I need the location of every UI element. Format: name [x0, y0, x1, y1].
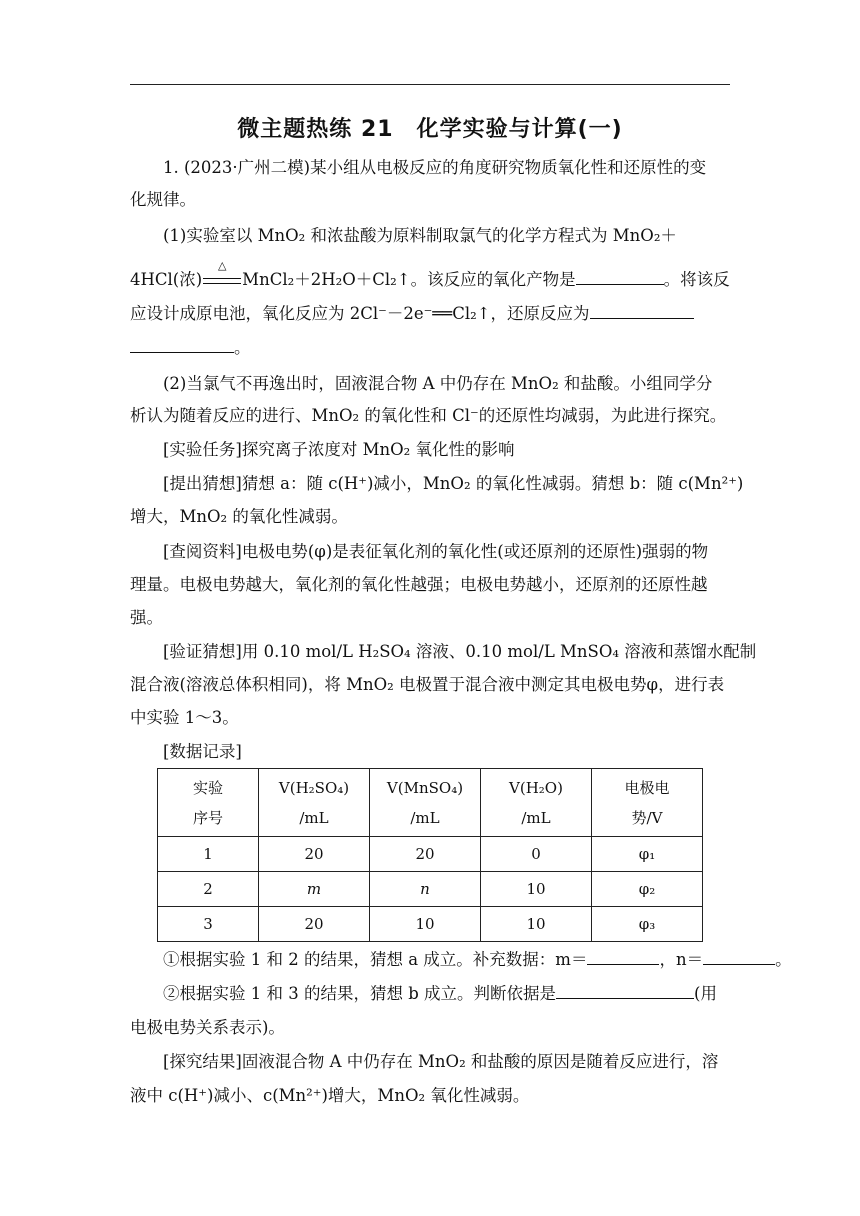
verify-line1: [验证猜想]用 0.10 mol/L H₂SO₄ 溶液、0.10 mol/L MnSO₄ 溶液和蒸馏水配制: [163, 642, 757, 661]
header-cell: V(H₂O) /mL: [481, 769, 592, 837]
table-header-row: [158, 769, 703, 837]
heating-equals-sign: [202, 259, 242, 292]
question-a-text: ①根据实验 1 和 2 的结果，猜想 a 成立。补充数据：m＝: [163, 950, 588, 969]
page-title: 微主题热练 21 化学实验与计算(一): [237, 117, 623, 142]
table-row: [158, 837, 703, 872]
question-b-text: ②根据实验 1 和 3 的结果，猜想 b 成立。判断依据是: [163, 984, 557, 1003]
question-b-line1: [163, 982, 730, 1006]
table-cell: n: [370, 872, 481, 907]
m-value-blank[interactable]: [587, 948, 659, 965]
p2-line1: (2)当氯气不再逸出时，固液混合物 A 中仍存在 MnO₂ 和盐酸。小组同学分: [163, 374, 713, 393]
table-cell: m: [259, 872, 370, 907]
p1-line2-end: 。将该反: [663, 270, 730, 289]
header-cell: V(MnSO₄) /mL: [370, 769, 481, 837]
question-a-mid: ，n＝: [659, 950, 704, 969]
reference-line1: [查阅资料]电极电势(φ)是表征氧化剂的氧化性(或还原剂的还原性)强弱的物: [163, 542, 709, 561]
reduction-reaction-blank-1[interactable]: [590, 302, 694, 319]
question-a: [163, 948, 792, 972]
question-b-end: (用: [694, 984, 717, 1003]
table-cell: φ₁: [592, 837, 703, 872]
p1-line3-text: 应设计成原电池，氧化反应为 2Cl⁻－2e⁻══Cl₂↑，还原反应为: [130, 304, 590, 323]
table-cell: 1: [158, 837, 259, 872]
p1-line4: [130, 336, 730, 360]
data-record-label: [数据记录]: [163, 742, 242, 761]
result-line1: [探究结果]固液混合物 A 中仍存在 MnO₂ 和盐酸的原因是随着反应进行，溶: [163, 1052, 719, 1071]
table-cell: 20: [370, 837, 481, 872]
reduction-reaction-blank-2[interactable]: [130, 336, 234, 353]
table-cell: φ₃: [592, 907, 703, 942]
table-cell: 20: [259, 837, 370, 872]
header-cell: 电极电 势/V: [592, 769, 703, 837]
q1-intro-line2: 化规律。: [130, 190, 196, 209]
top-rule: [130, 84, 730, 85]
table-cell: 2: [158, 872, 259, 907]
result-line2: 液中 c(H⁺)减小、c(Mn²⁺)增大，MnO₂ 氧化性减弱。: [130, 1086, 530, 1105]
q1-intro-line1: 1. (2023·广州二模)某小组从电极反应的角度研究物质氧化性和还原性的变: [163, 158, 707, 177]
table-cell: 10: [481, 907, 592, 942]
hypothesis-line2: 增大，MnO₂ 的氧化性减弱。: [130, 507, 348, 526]
table-cell: 3: [158, 907, 259, 942]
p1-line2: [130, 259, 730, 292]
data-table: [157, 768, 703, 942]
heat-condition-icon: △: [217, 259, 227, 272]
table-row: [158, 872, 703, 907]
criterion-blank[interactable]: [556, 982, 694, 999]
reference-line3: 强。: [130, 608, 163, 627]
table-cell: φ₂: [592, 872, 703, 907]
p1-line3: [130, 302, 730, 326]
verify-line2: 混合液(溶液总体积相同)，将 MnO₂ 电极置于混合液中测定其电极电势φ，进行表: [130, 675, 725, 694]
verify-line3: 中实验 1～3。: [130, 708, 239, 727]
table-cell: 20: [259, 907, 370, 942]
oxidation-product-blank[interactable]: [576, 268, 664, 285]
p1-line1: (1)实验室以 MnO₂ 和浓盐酸为原料制取氯气的化学方程式为 MnO₂＋: [163, 226, 677, 245]
n-value-blank[interactable]: [703, 948, 775, 965]
table-row: [158, 907, 703, 942]
p2-line2: 析认为随着反应的进行、MnO₂ 的氧化性和 Cl⁻的还原性均减弱，为此进行探究。: [130, 406, 727, 425]
p1-line2-right: MnCl₂＋2H₂O＋Cl₂↑。该反应的氧化产物是: [242, 270, 576, 289]
question-a-end: 。: [775, 950, 792, 969]
hypothesis-line1: [提出猜想]猜想 a：随 c(H⁺)减小，MnO₂ 的氧化性减弱。猜想 b：随 c(Mn²⁺): [163, 474, 744, 493]
table-cell: 10: [370, 907, 481, 942]
reference-line2: 理量。电极电势越大，氧化剂的氧化性越强；电极电势越小，还原剂的还原性越: [130, 575, 708, 594]
header-cell: V(H₂SO₄) /mL: [259, 769, 370, 837]
experiment-task: [实验任务]探究离子浓度对 MnO₂ 氧化性的影响: [163, 440, 515, 459]
p1-line2-left: 4HCl(浓): [130, 270, 203, 289]
table-cell: 10: [481, 872, 592, 907]
p1-line4-end: 。: [234, 338, 251, 357]
question-b-line2: 电极电势关系表示)。: [130, 1018, 285, 1037]
table-cell: 0: [481, 837, 592, 872]
header-cell: 实验 序号: [158, 769, 259, 837]
